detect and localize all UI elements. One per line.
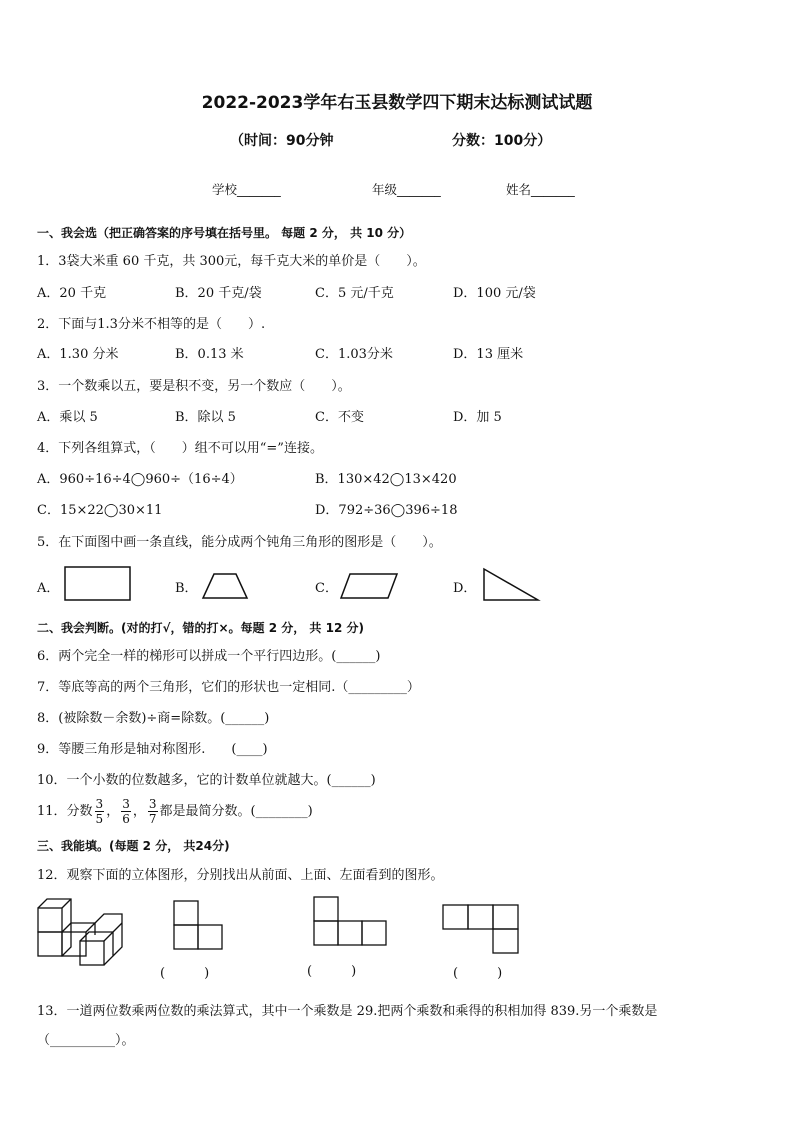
q3-option-a: A．乘以 5 (37, 410, 98, 425)
school-field: 学校_______ (212, 182, 281, 197)
q1-option-d: D．100 元/袋 (453, 286, 536, 301)
q5-option-c: C． (315, 581, 338, 596)
q5-option-d: D． (453, 581, 477, 596)
fraction-3-7: $\frac{3}{7}$ (148, 797, 157, 826)
section-1-heading: 一、我会选（把正确答案的序号填在括号里。 每题 2 分， 共 10 分） (37, 226, 412, 240)
question-10: 10．一个小数的位数越多，它的计数单位就越大。(______) (37, 773, 376, 788)
q1-option-b: B．20 千克/袋 (175, 286, 262, 301)
q11-prefix: 11．分数 (37, 804, 93, 819)
q3-option-c: C．不变 (315, 410, 364, 425)
q12-answer-1: ( ) (160, 966, 210, 981)
question-1: 1．3袋大米重 60 千克，共 300元，每千克大米的单价是（ ）。 (37, 254, 426, 269)
q3-option-b: B．除以 5 (175, 410, 236, 425)
grade-field: 年级_______ (372, 182, 441, 197)
section-3-heading: 三、我能填。(每题 2 分， 共24分) (37, 839, 230, 853)
question-2: 2．下面与1.3分米不相等的是（ ）. (37, 317, 266, 332)
question-8: 8．(被除数－余数)÷商=除数。(______) (37, 711, 270, 726)
q4-option-d: D．792÷36◯396÷18 (315, 503, 458, 518)
q1-option-c: C．5 元/千克 (315, 286, 394, 301)
view-figure-2 (314, 897, 386, 945)
q4-option-c: C．15×22◯30×11 (37, 503, 163, 518)
name-field: 姓名_______ (506, 182, 575, 197)
question-11: 11．分数 $\frac{3}{5}$ ， $\frac{3}{6}$ ， $\frac{3}{7}$ 都是最简分数。(________) (37, 797, 313, 826)
view-figure-1 (174, 901, 222, 949)
q1-option-a: A．20 千克 (37, 286, 107, 301)
3d-cubes-figure (38, 899, 122, 965)
q5-option-b: B． (175, 581, 198, 596)
question-4: 4．下列各组算式，（ ）组不可以用“=”连接。 (37, 441, 323, 456)
q2-option-c: C．1.03分米 (315, 347, 393, 362)
question-6: 6．两个完全一样的梯形可以拼成一个平行四边形。(______) (37, 649, 381, 664)
q11-suffix: 都是最简分数。(________) (159, 804, 313, 819)
q5-option-a: A． (37, 581, 60, 596)
q2-option-a: A．1.30 分米 (37, 347, 119, 362)
q12-answer-3: ( ) (453, 966, 503, 981)
fraction-3-5: $\frac{3}{5}$ (95, 797, 104, 826)
question-13: 13．一道两位数乘两位数的乘法算式，其中一个乘数是 29.把两个乘数和乘得的积相加得 839.另一个乘数是 (37, 1004, 658, 1019)
q4-option-a: A．960÷16÷4◯960÷（16÷4） (37, 472, 243, 487)
exam-score: 分数：100分） (452, 133, 552, 149)
question-12: 12．观察下面的立体图形，分别找出从前面、上面、左面看到的图形。 (37, 868, 444, 883)
page-title: 2022-2023学年右玉县数学四下期末达标测试试题 (201, 93, 593, 113)
question-9: 9．等腰三角形是轴对称图形. (____) (37, 742, 268, 757)
view-figure-3 (443, 905, 518, 953)
question-3: 3．一个数乘以五，要是积不变，另一个数应（ ）。 (37, 379, 351, 394)
exam-time: （时间：90分钟 (230, 133, 334, 149)
question-7: 7．等底等高的两个三角形，它们的形状也一定相同.（_________） (37, 680, 420, 695)
section-2-heading: 二、我会判断。(对的打√，错的打×。每题 2 分， 共 12 分) (37, 621, 364, 635)
q3-option-d: D．加 5 (453, 410, 502, 425)
q4-option-b: B．130×42◯13×420 (315, 472, 457, 487)
q12-answer-2: ( ) (307, 964, 357, 979)
fraction-3-6: $\frac{3}{6}$ (122, 797, 130, 826)
q2-option-d: D．13 厘米 (453, 347, 524, 362)
question-13-answer: （__________）。 (37, 1033, 135, 1048)
q2-option-b: B．0.13 米 (175, 347, 244, 362)
question-5: 5．在下面图中画一条直线，能分成两个钝角三角形的图形是（ ）。 (37, 535, 442, 550)
